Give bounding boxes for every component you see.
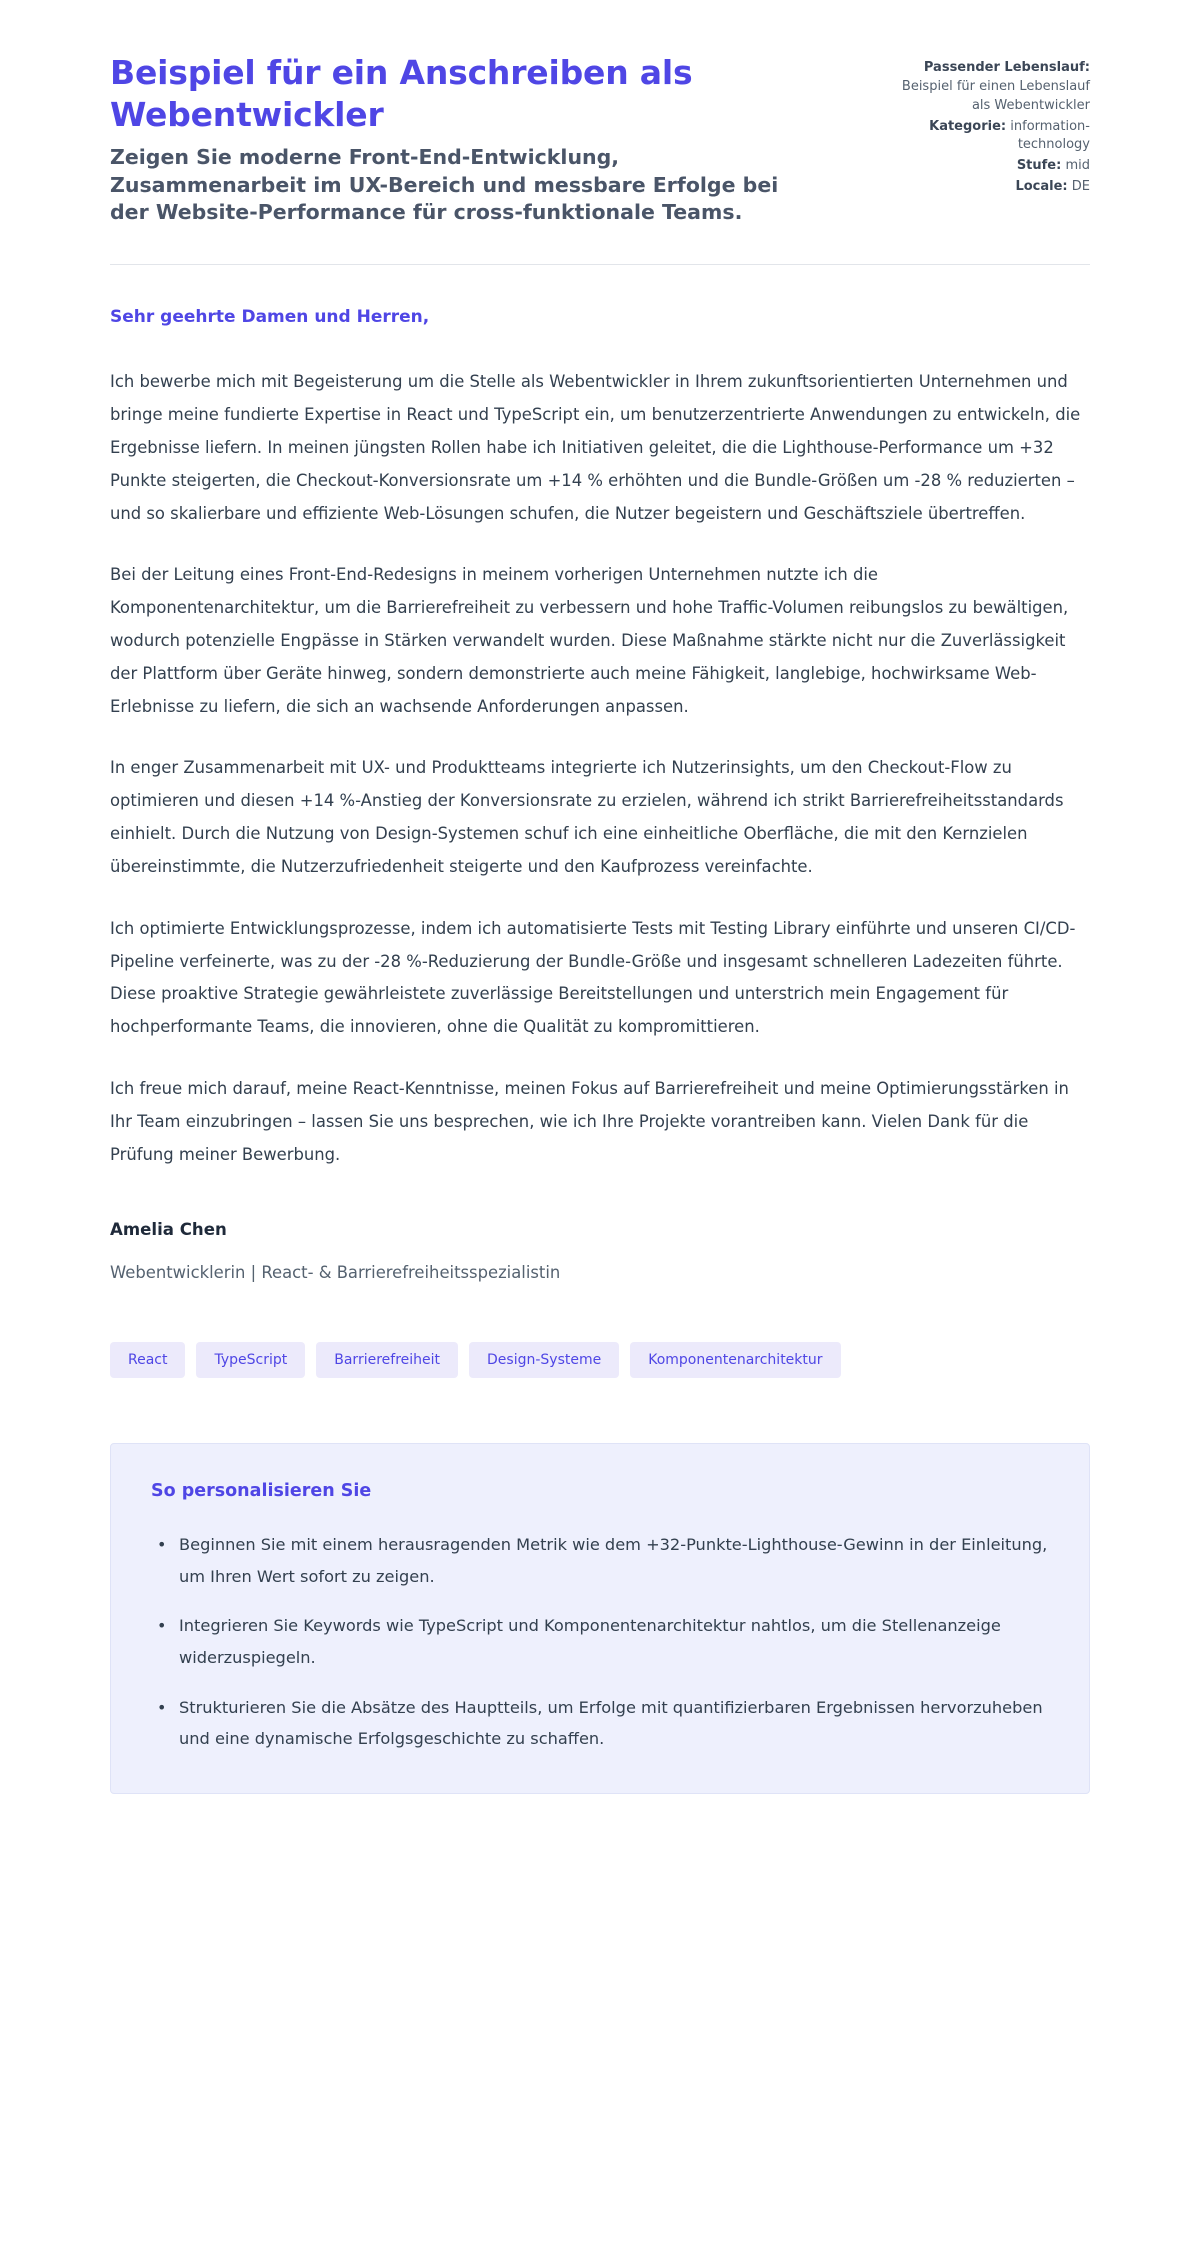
- meta-value-category: information-technology: [1010, 118, 1090, 153]
- document-header: [110, 0, 1090, 227]
- tag-chip[interactable]: Komponentenarchitektur: [630, 1342, 840, 1379]
- tips-list-item: • Integrieren Sie Keywords wie TypeScript und Komponentenarchitektur nahtlos, um die Stellenanzeige widerzuspiegeln.: [173, 1610, 1049, 1673]
- tips-list: [151, 1529, 1049, 1755]
- page-title: Beispiel für ein Anschreiben als Webentwickler: [110, 53, 693, 134]
- meta-label-category: Kategorie:: [929, 118, 1007, 134]
- tag-chip[interactable]: Barrierefreiheit: [316, 1342, 458, 1379]
- signature-name: Amelia Chen: [110, 1220, 227, 1240]
- letter-paragraph: Ich freue mich darauf, meine React-Kenntnisse, meinen Fokus auf Barrierefreiheit und meine Optimierungsstärken in Ihr Team einzubringen – lassen Sie uns besprechen, wie ich Ihre Projekte vorantreiben kann. Vielen Dank für die Prüfung meiner Bewerbung.: [110, 1078, 1069, 1164]
- meta-label-level: Stufe:: [1016, 158, 1062, 174]
- meta-row-category: [890, 118, 1090, 156]
- meta-label-locale: Locale:: [1015, 179, 1068, 195]
- tips-title: So personalisieren Sie: [151, 1481, 372, 1502]
- meta-value-locale: DE: [1071, 179, 1090, 195]
- tips-list-item: • Beginnen Sie mit einem herausragenden Metrik wie dem +32-Punkte-Lighthouse-Gewinn in der Einleitung, um Ihren Wert sofort zu zeigen.: [173, 1529, 1049, 1592]
- signature-block: [110, 1171, 1090, 1284]
- letter-paragraph: In enger Zusammenarbeit mit UX- und Produktteams integrierte ich Nutzerinsights, um den Checkout-Flow zu optimieren und diesen +14 %-Anstieg der Konversionsrate zu erzielen, während ich strikt Barrierefreiheitsstandards einhielt. Durch die Nutzung von Design-Systemen schuf ich eine einheitliche Oberfläche, die mit den Kernzielen übereinstimmte, die Nutzerzufriedenheit steigerte und den Kaufprozess vereinfachte.: [110, 758, 1064, 876]
- signature-role: Webentwicklerin | React- & Barrierefreiheitsspezialistin: [110, 1262, 561, 1282]
- letter-paragraph: Ich optimierte Entwicklungsprozesse, indem ich automatisierte Tests mit Testing Library einführte und unseren CI/CD-Pipeline verfeinerte, was zu der -28 %-Reduzierung der Bundle-Größe und insgesamt schnelleren Ladezeiten führte. Diese proaktive Strategie gewährleistete zuverlässige Bereitstellungen und unterstrich mein Engagement für hochperformante Teams, die innovieren, ohne die Qualität zu kompromittieren.: [110, 918, 1076, 1037]
- letter-paragraph: Bei der Leitung eines Front-End-Redesigns in meinem vorherigen Unternehmen nutzte ich die Komponentenarchitektur, um die Barrierefreiheit zu verbessern und hohe Traffic-Volumen reibungslos zu bewältigen, wodurch potenzielle Engpässe in Stärken verwandelt wurden. Diese Maßnahme stärkte nicht nur die Zuverlässigkeit der Plattform über Geräte hinweg, sondern demonstrierte auch meine Fähigkeit, langlebige, hochwirksame Web-Erlebnisse zu liefern, die sich an wachsende Anforderungen anpassen.: [110, 565, 1069, 716]
- letter-paragraph: Ich bewerbe mich mit Begeisterung um die Stelle als Webentwickler in Ihrem zukunftsorientierten Unternehmen und bringe meine fundierte Expertise in React und TypeScript ein, um benutzerzentrierte Anwendungen zu entwickeln, die Ergebnisse liefern. In meinen jüngsten Rollen habe ich Initiativen geleitet, die die Lighthouse-Performance um +32 Punkte steigerten, die Checkout-Konversionsrate um +14 % erhöhten und die Bundle-Größen um -28 % reduzierten – und so skalierbare und effiziente Web-Lösungen schufen, die Nutzer begeistern und Geschäftsziele übertreffen.: [110, 372, 1081, 523]
- letter-salutation: Sehr geehrte Damen und Herren,: [110, 306, 430, 327]
- meta-row-level: [890, 157, 1090, 176]
- meta-value-matching-resume: Beispiel für einen Lebenslauf als Webentwickler: [901, 78, 1090, 113]
- tag-chip[interactable]: TypeScript: [196, 1342, 305, 1379]
- meta-label-matching-resume: Passender Lebenslauf:: [923, 60, 1090, 75]
- header-title-block: [110, 52, 810, 227]
- personalization-tips-callout: [110, 1443, 1090, 1793]
- page-subtitle: Zeigen Sie moderne Front-End-Entwicklung, Zusammenarbeit im UX-Bereich und messbare Erfolge bei der Website-Performance für cross-funktionale Teams.: [110, 145, 779, 225]
- meta-value-level: mid: [1065, 158, 1090, 174]
- meta-row-locale: [890, 178, 1090, 197]
- letter-body: [110, 265, 1090, 1172]
- tag-list: [110, 1285, 1090, 1379]
- meta-row-matching-resume: [890, 59, 1090, 116]
- tips-list-item: • Strukturieren Sie die Absätze des Hauptteils, um Erfolge mit quantifizierbaren Ergebnissen hervorzuheben und eine dynamische Erfolgsgeschichte zu schaffen.: [173, 1692, 1049, 1755]
- tag-chip[interactable]: Design-Systeme: [469, 1342, 619, 1379]
- tag-chip[interactable]: React: [110, 1342, 185, 1379]
- document-metadata: [890, 52, 1090, 199]
